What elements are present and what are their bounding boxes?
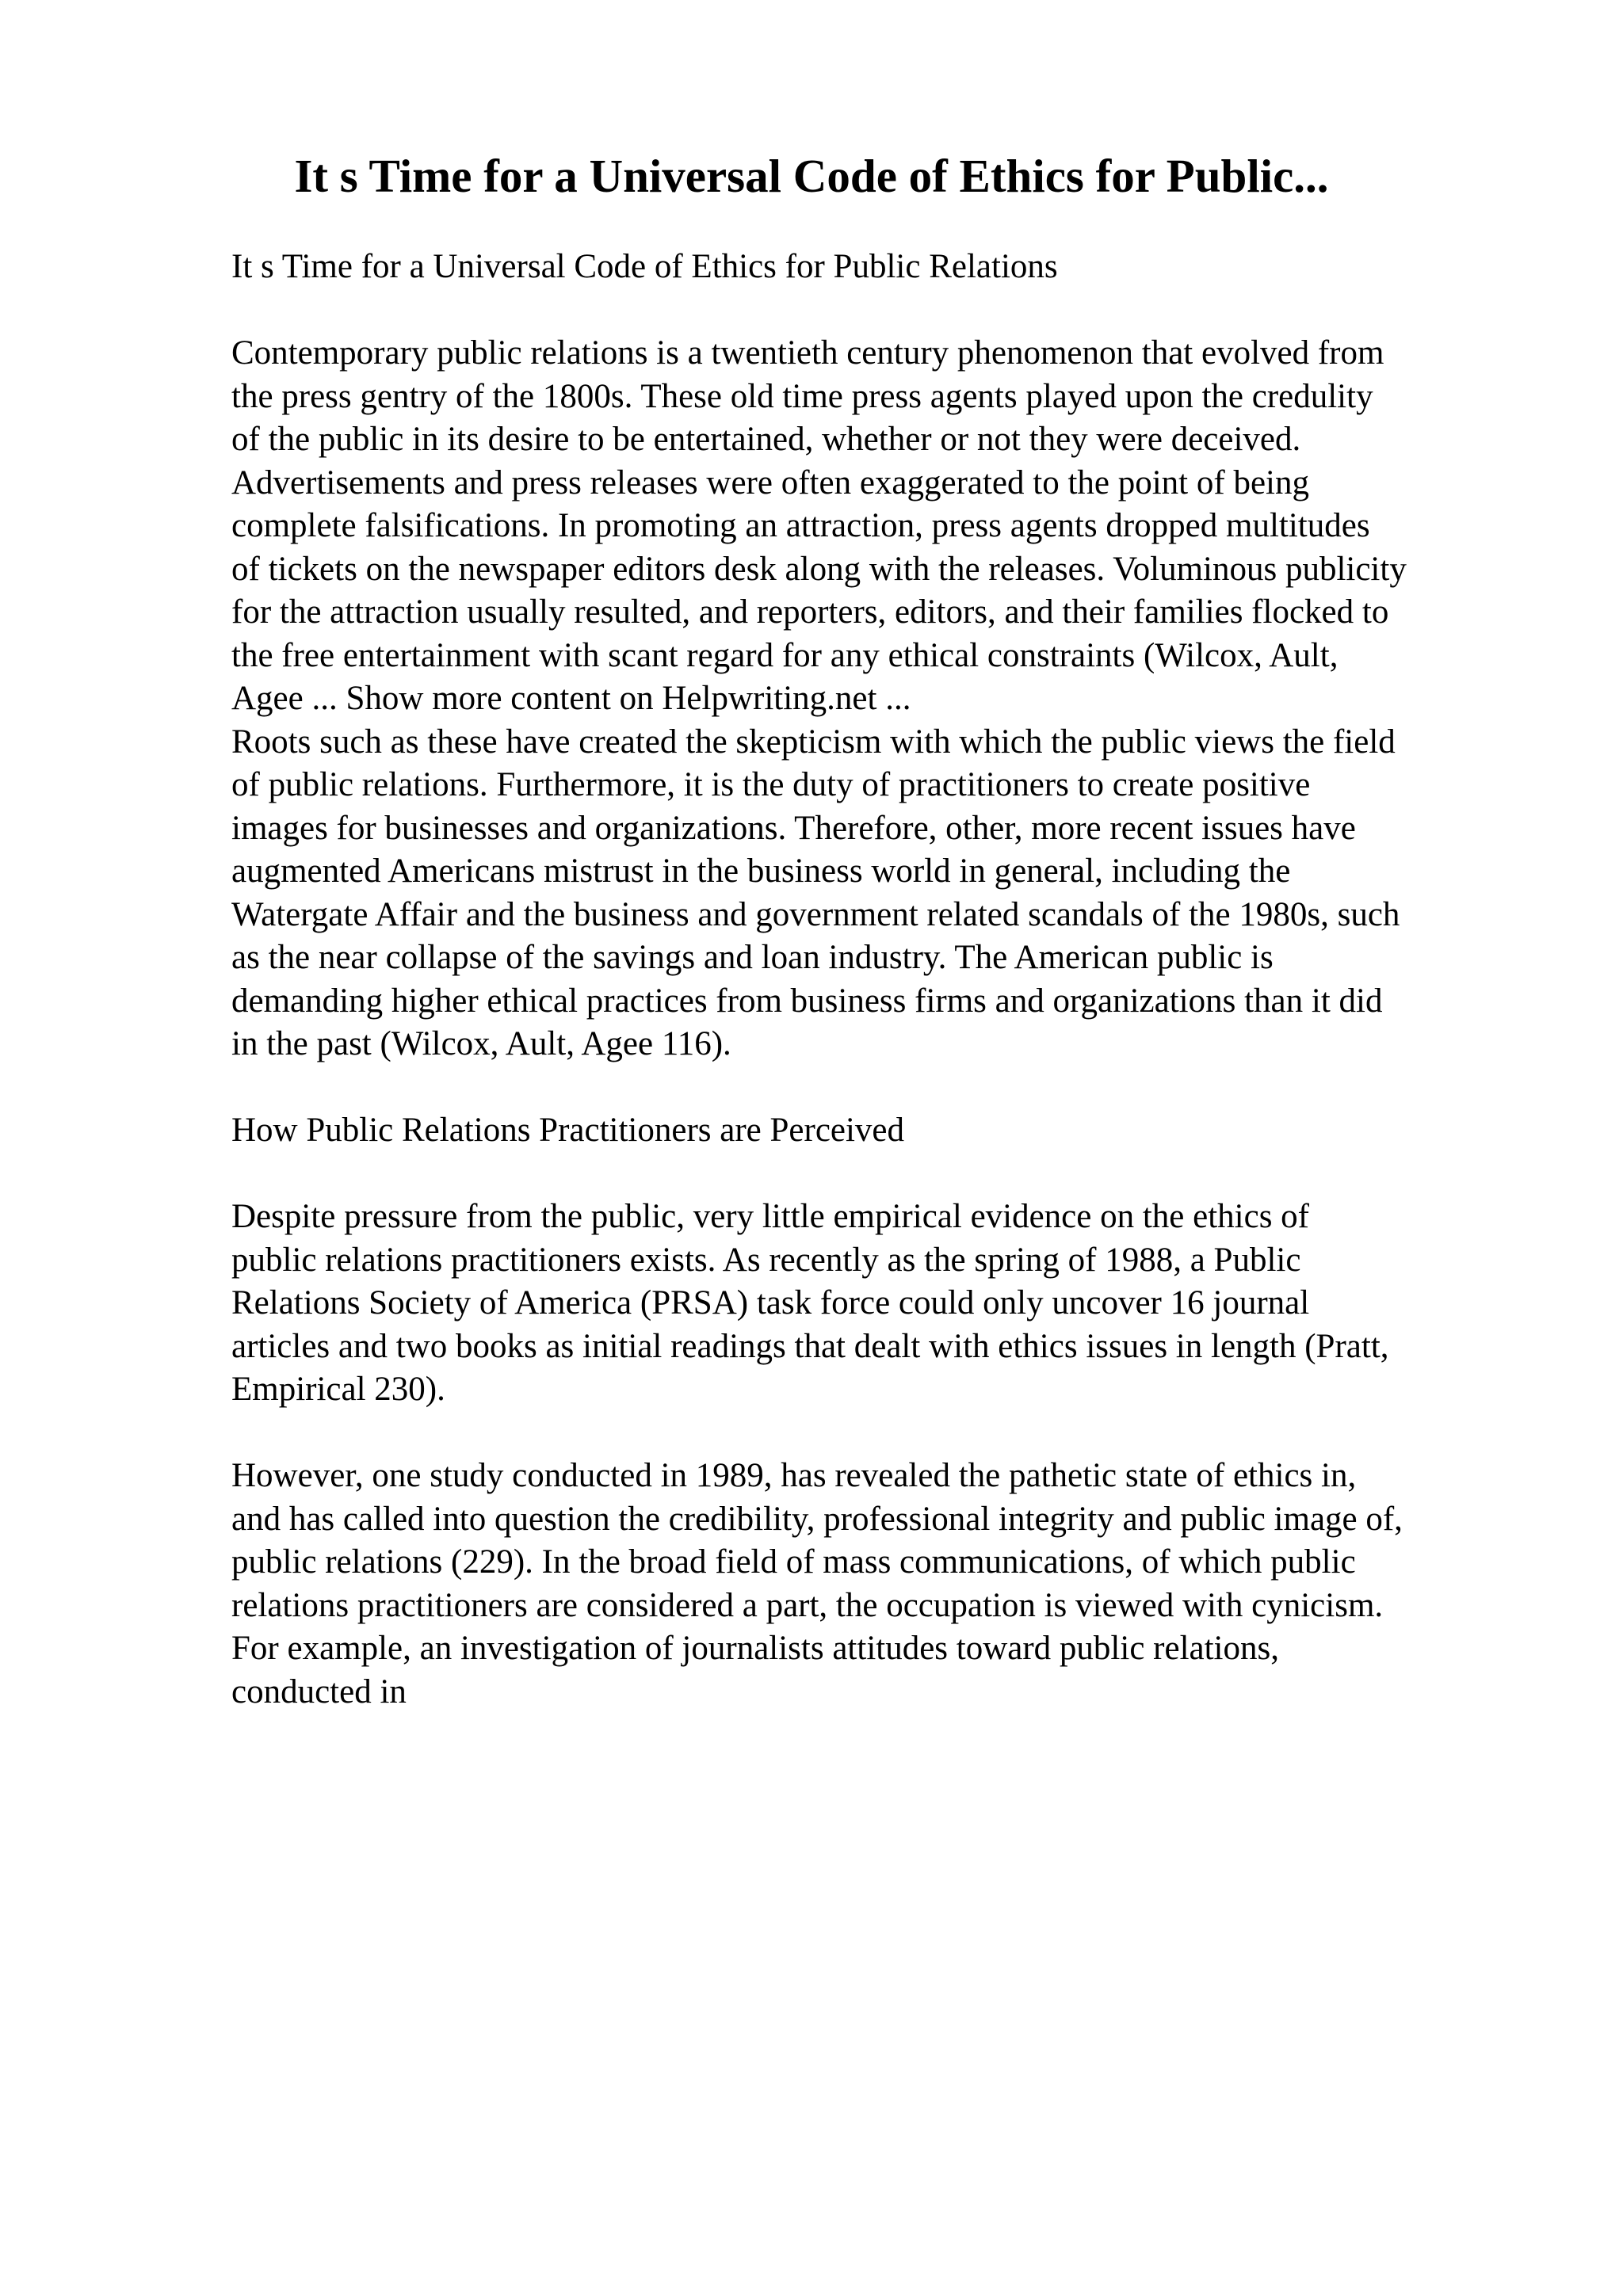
text-line: of the public in its desire to be entertained, whether or not they were deceived. [231,421,1301,458]
paragraph-intro [231,332,1547,721]
text-line: relations practitioners are considered a part, the occupation is viewed with cynicism. [231,1586,1384,1624]
document-title: It s Time for a Universal Code of Ethics for Public... [294,150,1329,202]
text-line: public relations (229). In the broad field of mass communications, of which public [231,1543,1356,1581]
text-line: of public relations. Furthermore, it is the duty of practitioners to create positive [231,766,1311,803]
text-line: public relations practitioners exists. As recently as the spring of 1988, a Public [231,1241,1301,1279]
subtitle-line: It s Time for a Universal Code of Ethics for Public Relations [231,248,1058,285]
text-line: Roots such as these have created the skepticism with which the public views the field [231,723,1396,761]
paragraph-evidence [231,1196,1547,1412]
text-line: of tickets on the newspaper editors desk along with the releases. Voluminous publicity [231,550,1407,588]
text-line: articles and two books as initial readings that dealt with ethics issues in length (Pratt, [231,1327,1389,1365]
text-line: images for businesses and organizations. Therefore, other, more recent issues have [231,809,1356,847]
text-line: However, one study conducted in 1989, has revealed the pathetic state of ethics in, [231,1457,1357,1494]
paragraph-gap [231,1153,1547,1196]
text-line: and has called into question the credibility, professional integrity and public image of, [231,1500,1403,1538]
text-line: For example, an investigation of journalists attitudes toward public relations, [231,1630,1279,1667]
text-line: as the near collapse of the savings and loan industry. The American public is [231,939,1274,976]
text-line: for the attraction usually resulted, and reporters, editors, and their families flocked to [231,593,1389,631]
paragraph-roots [231,721,1547,1066]
text-line: Watergate Affair and the business and government related scandals of the 1980s, such [231,895,1400,933]
text-line: in the past (Wilcox, Ault, Agee 116). [231,1025,731,1062]
text-line: the press gentry of the 1800s. These old time press agents played upon the credulity [231,377,1373,415]
paragraph-study [231,1455,1547,1714]
paragraph-gap [231,1412,1547,1455]
text-line: Relations Society of America (PRSA) task force could only uncover 16 journal [231,1284,1310,1322]
paragraph-gap [231,289,1547,333]
text-line: Contemporary public relations is a twentieth century phenomenon that evolved from [231,334,1384,372]
text-line: augmented Americans mistrust in the business world in general, including the [231,852,1291,890]
text-line: Agee ... Show more content on Helpwriting.net ... [231,680,911,717]
section-heading [231,1109,1547,1153]
text-line: Empirical 230). [231,1371,445,1408]
text-line: Advertisements and press releases were often exaggerated to the point of being [231,463,1309,502]
section-heading-line: How Public Relations Practitioners are Perceived [231,1112,905,1149]
paragraph-gap [231,1066,1547,1110]
document-body [231,246,1547,1714]
text-line: Despite pressure from the public, very little empirical evidence on the ethics of [231,1198,1310,1235]
text-line: demanding higher ethical practices from business firms and organizations than it did [231,982,1383,1020]
text-line: the free entertainment with scant regard for any ethical constraints (Wilcox, Ault, [231,636,1338,674]
text-line: conducted in [231,1672,407,1711]
subtitle [231,246,1547,289]
text-line: complete falsifications. In promoting an attraction, press agents dropped multitudes [231,507,1370,544]
